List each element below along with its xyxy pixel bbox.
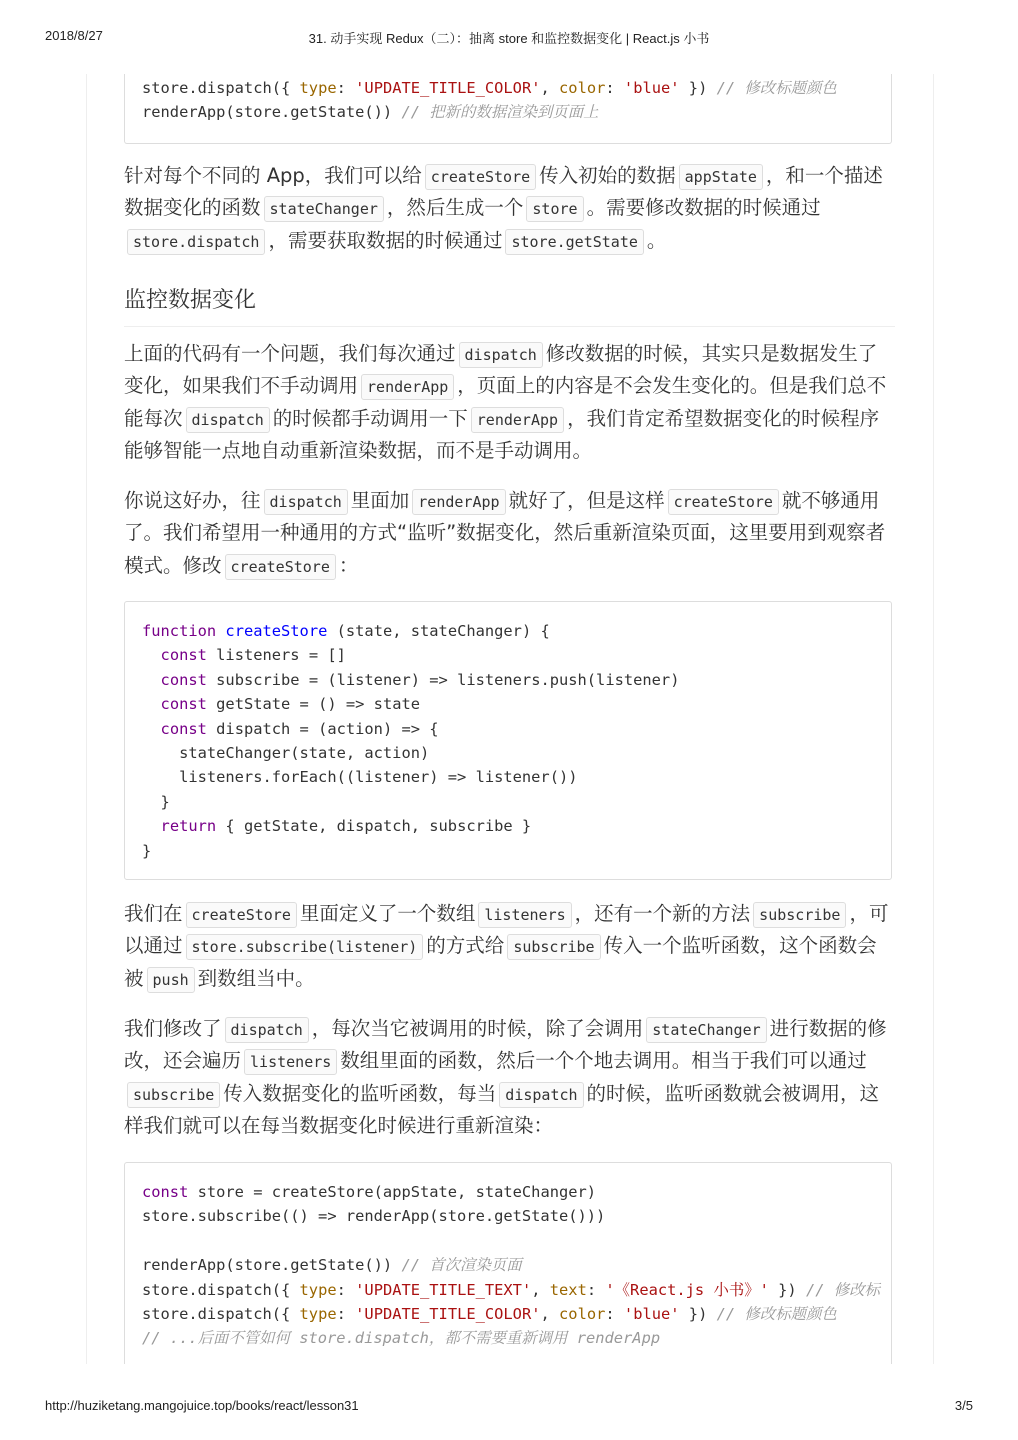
code-line: // ...后面不管如何 store.dispatch，都不需要重新调用 renderApp: [142, 1329, 661, 1348]
code-line: store.dispatch({ type: 'UPDATE_TITLE_TEXT', text: '《React.js 小书》' }) // 修改标: [142, 1280, 880, 1299]
print-header: [0, 24, 1018, 54]
page-url: http://huziketang.mangojuice.top/books/react/lesson31: [45, 1398, 359, 1413]
inline-code: renderApp: [361, 374, 454, 400]
inline-code: createStore: [425, 164, 536, 190]
inline-code: appState: [679, 164, 763, 190]
inline-code: createStore: [186, 902, 297, 928]
print-date: 2018/8/27: [45, 28, 103, 43]
inline-code: store.subscribe(listener): [186, 934, 424, 960]
inline-code: renderApp: [471, 407, 564, 433]
code-line: const dispatch = (action) => {: [160, 719, 439, 738]
print-title: 31. 动手实现 Redux（二）：抽离 store 和监控数据变化 | React.js 小书: [308, 31, 710, 46]
paragraph-dispatch: 我们修改了 dispatch ，每次当它被调用的时候，除了会调用 stateChanger 进行数据的修改，还会遍历 listeners 数组里面的函数，然后一个个地去调用。相当于我们可以通过subscribe 传入数据变化的监听函数，每当 dispatch 的时候，监听函数就会被调用，这样我们就可以在每当数据变化时候进行重新渲染：: [124, 1017, 887, 1138]
paragraph-intro: 针对每个不同的 App，我们可以给 createStore 传入初始的数据 appState ，和一个描述数据变化的函数 stateChanger ，然后生成一个 store 。需要修改数据的时候通过store.dispatch ，需要获取数据的时候通过 store.getState 。: [124, 160, 894, 257]
paragraph-observer: 你说这好办，往 dispatch 里面加 renderApp 就好了，但是这样 createStore 就不够通用了。我们希望用一种通用的方式“监听”数据变化，然后重新渲染页面，这里要用到观察者模式。修改 createStore ：: [124, 485, 894, 582]
code-line: const subscribe = (listener) => listeners.push(listener): [160, 670, 680, 689]
code-line: store.dispatch({ type: 'UPDATE_TITLE_COLOR', color: 'blue' }) // 修改标题颜色: [142, 79, 837, 97]
inline-code: push: [147, 967, 195, 993]
code-line: listeners.forEach((listener) => listener()): [142, 768, 578, 787]
inline-code: dispatch: [264, 489, 348, 515]
code-line: }: [142, 792, 170, 811]
inline-code: subscribe: [753, 902, 846, 928]
inline-code: subscribe: [127, 1082, 220, 1108]
inline-code: listeners: [478, 902, 571, 928]
code-line: const store = createStore(appState, stateChanger): [142, 1183, 597, 1201]
code-line: store.subscribe(() => renderApp(store.getState())): [142, 1207, 606, 1226]
inline-code: dispatch: [225, 1017, 309, 1043]
section-heading: 监控数据变化: [124, 284, 895, 327]
inline-code: store.dispatch: [127, 229, 265, 255]
inline-code: stateChanger: [264, 196, 384, 222]
code-line: const listeners = []: [160, 646, 346, 665]
code-block-subscribe-usage: [124, 1162, 892, 1364]
code-line: }: [142, 841, 152, 860]
inline-code: createStore: [668, 489, 779, 515]
page-number: 3/5: [954, 1398, 973, 1413]
inline-code: renderApp: [412, 489, 505, 515]
inline-code: listeners: [244, 1049, 337, 1075]
inline-code: dispatch: [499, 1082, 583, 1108]
paragraph-listeners: 我们在 createStore 里面定义了一个数组 listeners ，还有一个新的方法 subscribe ，可以通过 store.subscribe(listener) 的方式给 subscribe 传入一个监听函数，这个函数会被 push 到数组当中。: [124, 898, 894, 995]
code-line: store.dispatch({ type: 'UPDATE_TITLE_COLOR', color: 'blue' }) // 修改标题颜色: [142, 1305, 837, 1324]
inline-code: store: [526, 196, 583, 222]
inline-code: createStore: [225, 554, 336, 580]
code-block-create-store: [124, 601, 892, 880]
inline-code: subscribe: [507, 934, 600, 960]
inline-code: stateChanger: [646, 1017, 766, 1043]
code-line: function createStore (state, stateChanger) {: [142, 622, 550, 640]
code-block-dispatch-color: [124, 74, 892, 144]
inline-code: dispatch: [459, 342, 543, 368]
paragraph-problem: 上面的代码有一个问题，我们每次通过 dispatch 修改数据的时候，其实只是数据发生了变化，如果我们不手动调用 renderApp ，页面上的内容是不会发生变化的。但是我们总不能每次 dispatch 的时候都手动调用一下 renderApp ，我们肯定希望数据变化的时候程序能够智能一点地自动重新渲染数据，而不是手动调用。: [124, 342, 887, 463]
code-line: stateChanger(state, action): [142, 744, 430, 763]
code-line: return { getState, dispatch, subscribe }: [160, 817, 532, 836]
inline-code: store.getState: [505, 229, 643, 255]
code-line: const getState = () => state: [160, 695, 421, 714]
code-line: renderApp(store.getState()) // 首次渲染页面: [142, 1256, 522, 1275]
inline-code: dispatch: [186, 407, 270, 433]
print-footer: [0, 1394, 1018, 1424]
code-line: renderApp(store.getState()) // 把新的数据渲染到页面上: [142, 103, 599, 122]
